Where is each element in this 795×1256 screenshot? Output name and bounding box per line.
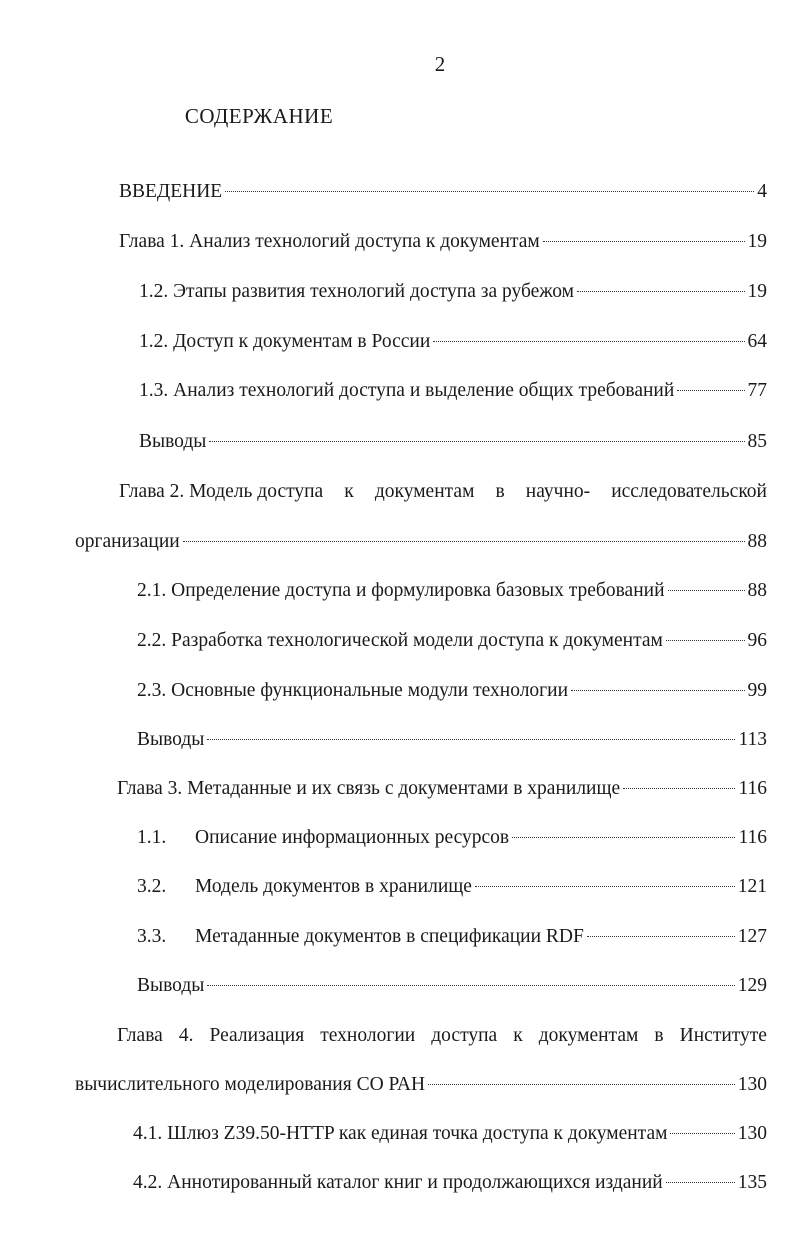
dot-leader [577, 291, 745, 292]
toc-entry-text: организации [75, 531, 180, 552]
toc-entry [139, 281, 767, 303]
toc-entry-text: 1.2. Доступ к документам в России [139, 331, 431, 352]
heading-word: в [654, 1025, 664, 1046]
toc-entry-number: 3.3. [137, 926, 167, 947]
toc-entry [119, 181, 767, 203]
toc-entry-page: 130 [737, 1123, 767, 1144]
toc-entry-page: 129 [737, 975, 767, 996]
toc-entry-page: 88 [747, 531, 767, 552]
toc-entry-text: 2.1. Определение доступа и формулировка базовых требований [137, 580, 665, 601]
toc-entry [117, 778, 767, 800]
dot-leader [512, 837, 735, 838]
dot-leader [677, 390, 744, 391]
toc-chapter-heading [119, 481, 767, 503]
dot-leader [183, 541, 745, 542]
toc-entry-page: 135 [737, 1172, 767, 1193]
heading-word: Институте [679, 1025, 767, 1046]
toc-entry-text: 4.2. Аннотированный каталог книг и продолжающихся изданий [133, 1172, 663, 1193]
toc-entry-number: 1.1. [137, 827, 167, 848]
toc-entry-text: 1.2. Этапы развития технологий доступа за рубежом [139, 281, 574, 302]
toc-entry-text: Выводы [137, 729, 205, 750]
toc-entry-page: 96 [747, 630, 767, 651]
toc-entry-page: 19 [747, 281, 767, 302]
toc-entry [137, 975, 767, 997]
toc-entry-page: 127 [737, 926, 767, 947]
toc-entry-text: Описание информационных ресурсов [195, 827, 510, 848]
dot-leader [225, 191, 754, 192]
toc-entry-page: 116 [738, 827, 767, 848]
toc-entry-page: 99 [747, 680, 767, 701]
dot-leader [666, 1182, 735, 1183]
heading-word: доступа [431, 1025, 498, 1046]
toc-entry [139, 331, 767, 353]
toc-entry [137, 876, 767, 898]
heading-word: Реализация [209, 1025, 305, 1046]
toc-entry-text: 4.1. Шлюз Z39.50-HTTP как единая точка доступа к документам [133, 1123, 668, 1144]
toc-entry [75, 1074, 767, 1096]
toc-entry-text: 2.3. Основные функциональные модули технологии [137, 680, 569, 701]
toc-entry [137, 827, 767, 849]
dot-leader [475, 886, 735, 887]
page-title: СОДЕРЖАНИЕ [184, 104, 334, 128]
dot-leader [670, 1133, 734, 1134]
dot-leader [668, 590, 745, 591]
toc-chapter-heading [117, 1025, 767, 1047]
dot-leader [623, 788, 735, 789]
toc-entry-text: Модель документов в хранилище [195, 876, 472, 897]
toc-entry-page: 19 [747, 231, 767, 252]
toc-entry-text: 1.3. Анализ технологий доступа и выделение общих требований [139, 380, 675, 401]
toc-entry-text: ВВЕДЕНИЕ [119, 181, 223, 202]
heading-word: Глава [117, 1025, 163, 1046]
dot-leader [433, 341, 744, 342]
heading-word: к [344, 481, 354, 502]
toc-entry [133, 1123, 767, 1145]
toc-entry-page: 64 [747, 331, 767, 352]
dot-leader [666, 640, 745, 641]
toc-entry-page: 130 [737, 1074, 767, 1095]
toc-entry [137, 630, 767, 652]
toc-entry [139, 431, 767, 453]
heading-word: Глава 2. Модель доступа [119, 481, 324, 502]
heading-word: исследовательской [611, 481, 767, 502]
toc-entry [137, 680, 767, 702]
heading-word: в [495, 481, 505, 502]
heading-word: научно- [525, 481, 591, 502]
dot-leader [209, 441, 744, 442]
toc-entry-text: Метаданные документов в спецификации RDF [195, 926, 584, 947]
toc-entry [119, 231, 767, 253]
dot-leader [207, 739, 735, 740]
toc-entry-page: 85 [747, 431, 767, 452]
toc-entry [139, 380, 767, 402]
toc-entry-page: 113 [738, 729, 767, 750]
toc-entry-number: 3.2. [137, 876, 167, 897]
toc-entry-page: 116 [738, 778, 767, 799]
dot-leader [571, 690, 744, 691]
toc-entry-page: 4 [757, 181, 767, 202]
toc-entry-page: 121 [737, 876, 767, 897]
toc-entry [137, 580, 767, 602]
heading-word: к [513, 1025, 523, 1046]
toc-entry-text: вычислительного моделирования СО РАН [75, 1074, 426, 1095]
toc-entry-text: Выводы [139, 431, 207, 452]
page-number: 2 [434, 52, 446, 76]
toc-entry-page: 77 [747, 380, 767, 401]
heading-word: документам [374, 481, 475, 502]
dot-leader [428, 1084, 735, 1085]
toc-entry-text: Глава 3. Метаданные и их связь с документами в хранилище [117, 778, 621, 799]
heading-word: документам [538, 1025, 639, 1046]
toc-entry-page: 88 [747, 580, 767, 601]
dot-leader [207, 985, 734, 986]
toc-entry [75, 531, 767, 553]
dot-leader [543, 241, 745, 242]
toc-entry [133, 1172, 767, 1194]
toc-entry [137, 926, 767, 948]
dot-leader [587, 936, 735, 937]
toc-entry-text: Выводы [137, 975, 205, 996]
heading-word: технологии [320, 1025, 416, 1046]
toc-entry-text: 2.2. Разработка технологической модели доступа к документам [137, 630, 663, 651]
heading-word: 4. [178, 1025, 194, 1046]
toc-entry-text: Глава 1. Анализ технологий доступа к документам [119, 231, 540, 252]
toc-entry [137, 729, 767, 751]
